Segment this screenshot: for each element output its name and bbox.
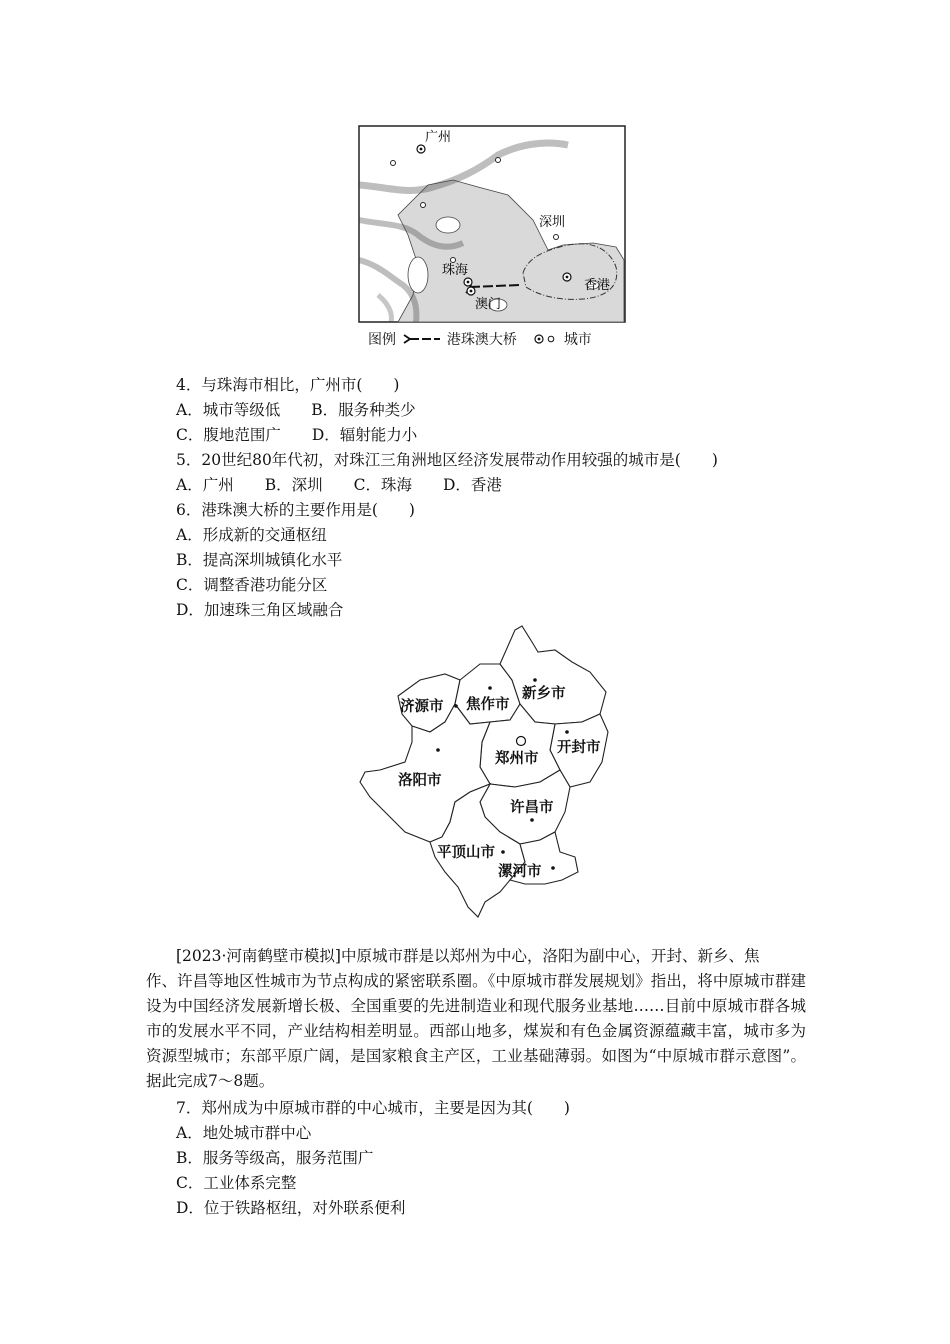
question-4-stem: 4．与珠海市相比，广州市( ): [176, 376, 400, 394]
passage-line-1: [2023·河南鹤壁市模拟]中原城市群是以郑州为中心，洛阳为副中心，开封、新乡、焦: [176, 947, 760, 965]
svg-text:香港: 香港: [584, 278, 611, 293]
label-jiaozuo: 焦作市: [466, 697, 510, 713]
island: [436, 217, 460, 233]
question-7-option-d: D．位于铁路枢纽，对外联系便利: [176, 1199, 406, 1217]
question-5-stem: 5．20世纪80年代初，对珠江三角洲地区经济发展带动作用较强的城市是( ): [176, 451, 718, 469]
shenzhen-marker: [539, 215, 565, 230]
question-6-option-d: D．加速珠三角区域融合: [176, 601, 344, 619]
legend-city-label: 城市: [563, 332, 592, 348]
question-4-options-row1: A．城市等级低 B．服务种类少: [176, 401, 416, 419]
central-plains-city-cluster-map: [350, 622, 620, 922]
question-7-stem: 7．郑州成为中原城市群的中心城市，主要是因为其( ): [176, 1099, 570, 1117]
legend-title: 图例: [368, 332, 396, 348]
question-5-options: A．广州 B．深圳 C．珠海 D．香港: [176, 476, 502, 494]
question-6-option-a: A．形成新的交通枢纽: [176, 526, 327, 544]
question-7-option-a: A．地处城市群中心: [176, 1124, 312, 1142]
bridge-legend-icon: [402, 333, 442, 345]
pearl-river-delta-map: [358, 125, 626, 323]
question-6-option-b: B．提高深圳城镇化水平: [176, 551, 343, 569]
label-luohe: 漯河市: [498, 864, 542, 880]
label-kaifeng: 开封市: [557, 740, 601, 756]
svg-text:澳门: 澳门: [475, 297, 502, 312]
question-4-options-row2: C．腹地范围广 D．辐射能力小: [176, 426, 418, 444]
map-legend: [368, 329, 592, 349]
label-xinxiang: 新乡市: [522, 686, 566, 702]
label-zhengzhou: 郑州市: [495, 751, 539, 767]
question-6-stem: 6．港珠澳大桥的主要作用是( ): [176, 501, 415, 519]
label-xuchang: 许昌市: [510, 800, 554, 816]
svg-text:深圳: 深圳: [539, 215, 566, 230]
svg-text:珠海: 珠海: [442, 263, 469, 278]
svg-text:广州: 广州: [425, 130, 452, 145]
question-7-option-b: B．服务等级高，服务范围广: [176, 1149, 374, 1167]
city-legend-icon: [533, 333, 559, 345]
question-7-option-c: C．工业体系完整: [176, 1174, 297, 1192]
island: [408, 257, 428, 293]
passage-rest: 作、许昌等地区性城市为节点构成的紧密联系圈。《中原城市群发展规划》指出，将中原城市群建设为中国经济发展新增长极、全国重要的先进制造业和现代服务业基地……目前中原城市群各城市的发展水平不同，产业结构相差明显。西部山地多，煤炭和有色金属资源蕴藏丰富，城市多为资源型城市；东部平原广阔，是国家粮食主产区，工业基础薄弱。如图为“中原城市群示意图”。据此完成7～8题。: [146, 972, 806, 1090]
label-luoyang: 洛阳市: [398, 773, 442, 789]
label-pingdingshan: 平顶山市: [437, 845, 495, 861]
legend-bridge-label: 港珠澳大桥: [446, 332, 517, 348]
label-jiyuan: 济源市: [400, 699, 444, 715]
passage: [146, 944, 806, 1094]
question-6-option-c: C．调整香港功能分区: [176, 576, 328, 594]
